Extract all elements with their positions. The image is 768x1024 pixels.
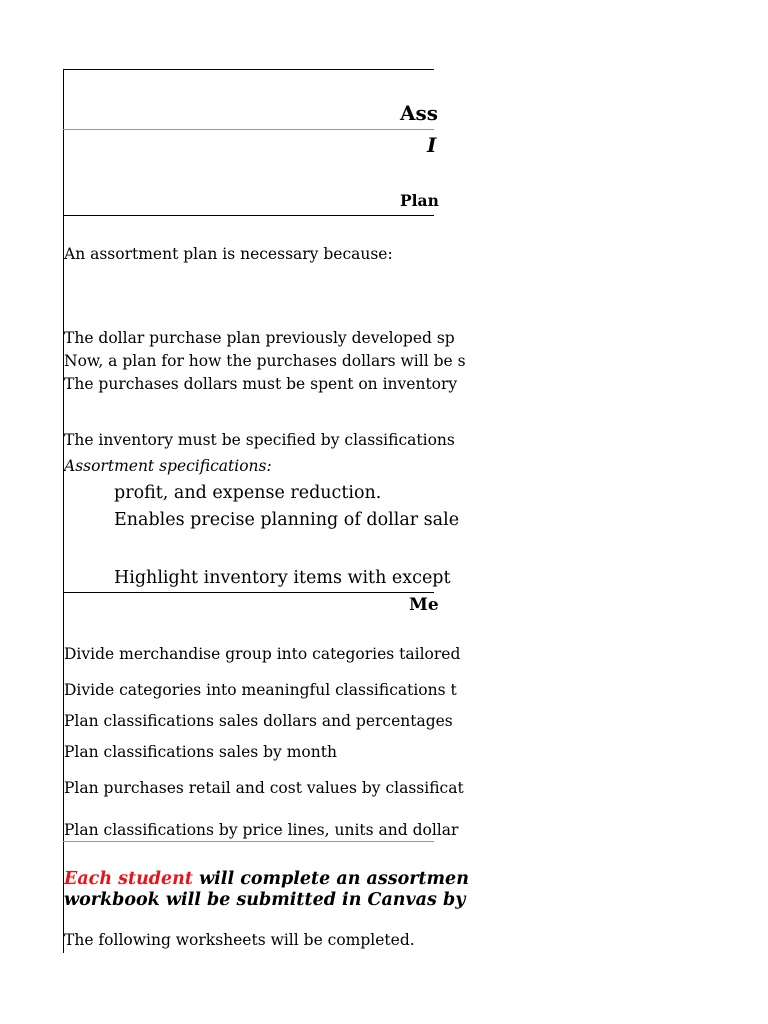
assignment-note-line-1 <box>64 869 469 889</box>
page-title: Ass <box>400 101 439 125</box>
method-step-4: Plan classifications sales by month <box>64 743 337 761</box>
method-step-3: Plan classifications sales dollars and percentages <box>64 712 453 730</box>
bullet-highlight: Highlight inventory items with except <box>114 568 451 588</box>
title-divider <box>63 129 434 130</box>
intro-line-3: The purchases dollars must be spent on inventory <box>64 375 458 393</box>
plan-label: Plan <box>400 191 439 210</box>
bullet-profit: profit, and expense reduction. <box>114 483 382 503</box>
intro-line-1: The dollar purchase plan previously developed sp <box>64 329 455 347</box>
method-step-2: Divide categories into meaningful classifications t <box>64 681 457 699</box>
method-bottom-border <box>63 841 434 842</box>
sheet-content <box>63 69 469 969</box>
method-step-6: Plan classifications by price lines, units and dollar <box>64 821 459 839</box>
top-border <box>63 69 434 70</box>
assignment-note-rest: will complete an assortmen <box>193 869 469 889</box>
assortment-specs-label: Assortment specifications: <box>64 457 272 475</box>
method-step-5: Plan purchases retail and cost values by classificat <box>64 779 464 797</box>
intro-line-4: The inventory must be specified by classifications <box>64 431 455 449</box>
following-worksheets: The following worksheets will be completed. <box>64 931 415 949</box>
intro-necessary: An assortment plan is necessary because: <box>64 245 393 263</box>
section-divider <box>63 592 434 593</box>
method-heading: Me <box>409 595 439 615</box>
page-subtitle: I <box>427 133 437 157</box>
each-student-emphasis: Each student <box>64 869 193 889</box>
method-step-1: Divide merchandise group into categories tailored <box>64 645 461 663</box>
intro-line-2: Now, a plan for how the purchases dollars will be s <box>64 352 466 370</box>
assignment-note-line-2: workbook will be submitted in Canvas by <box>64 890 466 910</box>
bullet-precise-planning: Enables precise planning of dollar sale <box>114 510 460 530</box>
header-bottom-border <box>63 215 434 216</box>
